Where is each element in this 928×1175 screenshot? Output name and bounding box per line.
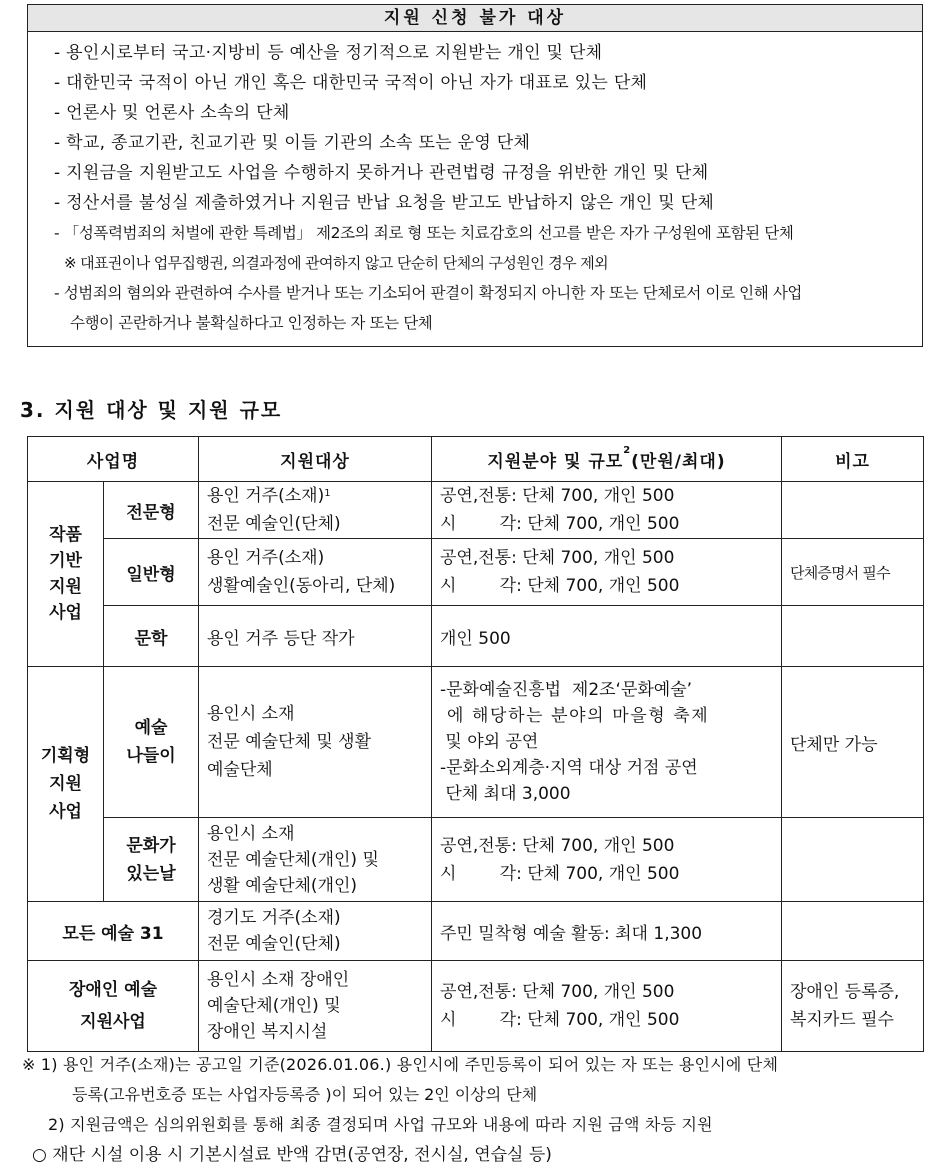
- type-cell: 예술 나들이: [104, 667, 199, 818]
- target-cell: 용인시 소재 전문 예술단체 및 생활 예술단체: [199, 667, 432, 818]
- remark-cell: [782, 482, 924, 539]
- ineligible-item: - 「성폭력범죄의 처벌에 관한 특례법」 제2조의 죄로 형 또는 치료감호의 선고를 받은 자가 구성원에 포함된 단체: [54, 224, 794, 242]
- header-remark: 비고: [782, 437, 924, 482]
- ineligible-item: - 지원금을 지원받고도 사업을 수행하지 못하거나 관련법령 규정을 위반한 개인 및 단체: [54, 163, 709, 183]
- ineligible-title: 지원 신청 불가 대상: [28, 5, 922, 32]
- table-row: [28, 902, 924, 961]
- ineligible-item: - 성범죄의 혐의와 관련하여 수사를 받거나 또는 기소되어 판결이 확정되지 아니한 자 또는 단체로서 이로 인해 사업: [54, 284, 802, 302]
- target-cell: 용인 거주(소재) 생활예술인(동아리, 단체): [199, 539, 432, 606]
- table-row: [28, 667, 924, 818]
- target-cell: 용인 거주(소재)$^1$ 전문 예술인(단체): [199, 482, 432, 539]
- remark-cell: 단체증명서 필수: [782, 539, 924, 606]
- scale-cell: 공연,전통: 단체 700, 개인 500 시 각: 단체 700, 개인 500: [432, 818, 782, 902]
- header-scale: 지원분야 및 규모$^2$(만원/최대): [432, 437, 782, 482]
- ineligible-list: [28, 32, 922, 338]
- remark-cell: 장애인 등록증, 복지카드 필수: [782, 961, 924, 1052]
- target-cell: 경기도 거주(소재) 전문 예술인(단체): [199, 902, 432, 961]
- header-project: 사업명: [28, 437, 199, 482]
- target-cell: 용인시 소재 장애인 예술단체(개인) 및 장애인 복지시설: [199, 961, 432, 1052]
- type-cell: 일반형: [104, 539, 199, 606]
- table-row: [28, 961, 924, 1052]
- scale-cell: 주민 밀착형 예술 활동: 최대 1,300: [432, 902, 782, 961]
- remark-cell: 단체만 가능: [782, 667, 924, 818]
- target-cell: 용인 거주 등단 작가: [199, 606, 432, 667]
- ineligible-note: ※ 대표권이나 업무집행권, 의결과정에 관여하지 않고 단순히 단체의 구성원인 경우 제외: [64, 254, 608, 272]
- header-target: 지원대상: [199, 437, 432, 482]
- project-name: 모든 예술 31: [28, 902, 199, 961]
- ineligible-item: - 학교, 종교기관, 친교기관 및 이들 기관의 소속 또는 운영 단체: [54, 133, 531, 153]
- benefit-note: ○ 재단 시설 이용 시 기본시설료 반액 감면(공연장, 전시실, 연습실 등): [32, 1145, 552, 1165]
- ineligible-item-continuation: 수행이 곤란하거나 불확실하다고 인정하는 자 또는 단체: [70, 314, 433, 332]
- footnotes: [22, 1050, 922, 1170]
- remark-cell: [782, 902, 924, 961]
- scale-cell: 공연,전통: 단체 700, 개인 500 시 각: 단체 700, 개인 500: [432, 482, 782, 539]
- footnote-2: 2) 지원금액은 심의위원회를 통해 최종 결정되며 사업 규모와 내용에 따라 지원 금액 차등 지원: [48, 1115, 713, 1134]
- remark-cell: [782, 818, 924, 902]
- table-row: [28, 482, 924, 539]
- footnote-1: ※ 1) 용인 거주(소재)는 공고일 기준(2026.01.06.) 용인시에 주민등록이 되어 있는 자 또는 용인시에 단체: [22, 1055, 779, 1074]
- scale-cell: 개인 500: [432, 606, 782, 667]
- remark-cell: [782, 606, 924, 667]
- table-row: [28, 606, 924, 667]
- section-heading: 3. 지원 대상 및 지원 규모: [20, 398, 283, 422]
- scale-cell: 공연,전통: 단체 700, 개인 500 시 각: 단체 700, 개인 500: [432, 539, 782, 606]
- ineligible-item: - 용인시로부터 국고·지방비 등 예산을 정기적으로 지원받는 개인 및 단체: [54, 43, 603, 63]
- table-header-row: [28, 437, 924, 482]
- group-name: 작품 기반 지원 사업: [28, 482, 104, 667]
- support-table: [27, 436, 924, 1052]
- table-row: [28, 818, 924, 902]
- type-cell: 문학: [104, 606, 199, 667]
- scale-cell: 공연,전통: 단체 700, 개인 500 시 각: 단체 700, 개인 500: [432, 961, 782, 1052]
- group-name: 기획형 지원 사업: [28, 667, 104, 902]
- ineligible-item: - 언론사 및 언론사 소속의 단체: [54, 103, 290, 123]
- table-row: [28, 539, 924, 606]
- type-cell: 전문형: [104, 482, 199, 539]
- project-name: 장애인 예술 지원사업: [28, 961, 199, 1052]
- target-cell: 용인시 소재 전문 예술단체(개인) 및 생활 예술단체(개인): [199, 818, 432, 902]
- scale-cell: -문화예술진흥법 제2조‘문화예술’ 에 해당하는 분야의 마을형 축제 및 야외 공연 -문화소외계층·지역 대상 거점 공연 단체 최대 3,000: [432, 667, 782, 818]
- ineligible-item: - 대한민국 국적이 아닌 개인 혹은 대한민국 국적이 아닌 자가 대표로 있는 단체: [54, 73, 648, 93]
- type-cell: 문화가 있는날: [104, 818, 199, 902]
- ineligible-item: - 정산서를 불성실 제출하였거나 지원금 반납 요청을 받고도 반납하지 않은 개인 및 단체: [54, 193, 715, 213]
- ineligible-box: [27, 4, 923, 347]
- footnote-1-cont: 등록(고유번호증 또는 사업자등록증 )이 되어 있는 2인 이상의 단체: [72, 1085, 538, 1104]
